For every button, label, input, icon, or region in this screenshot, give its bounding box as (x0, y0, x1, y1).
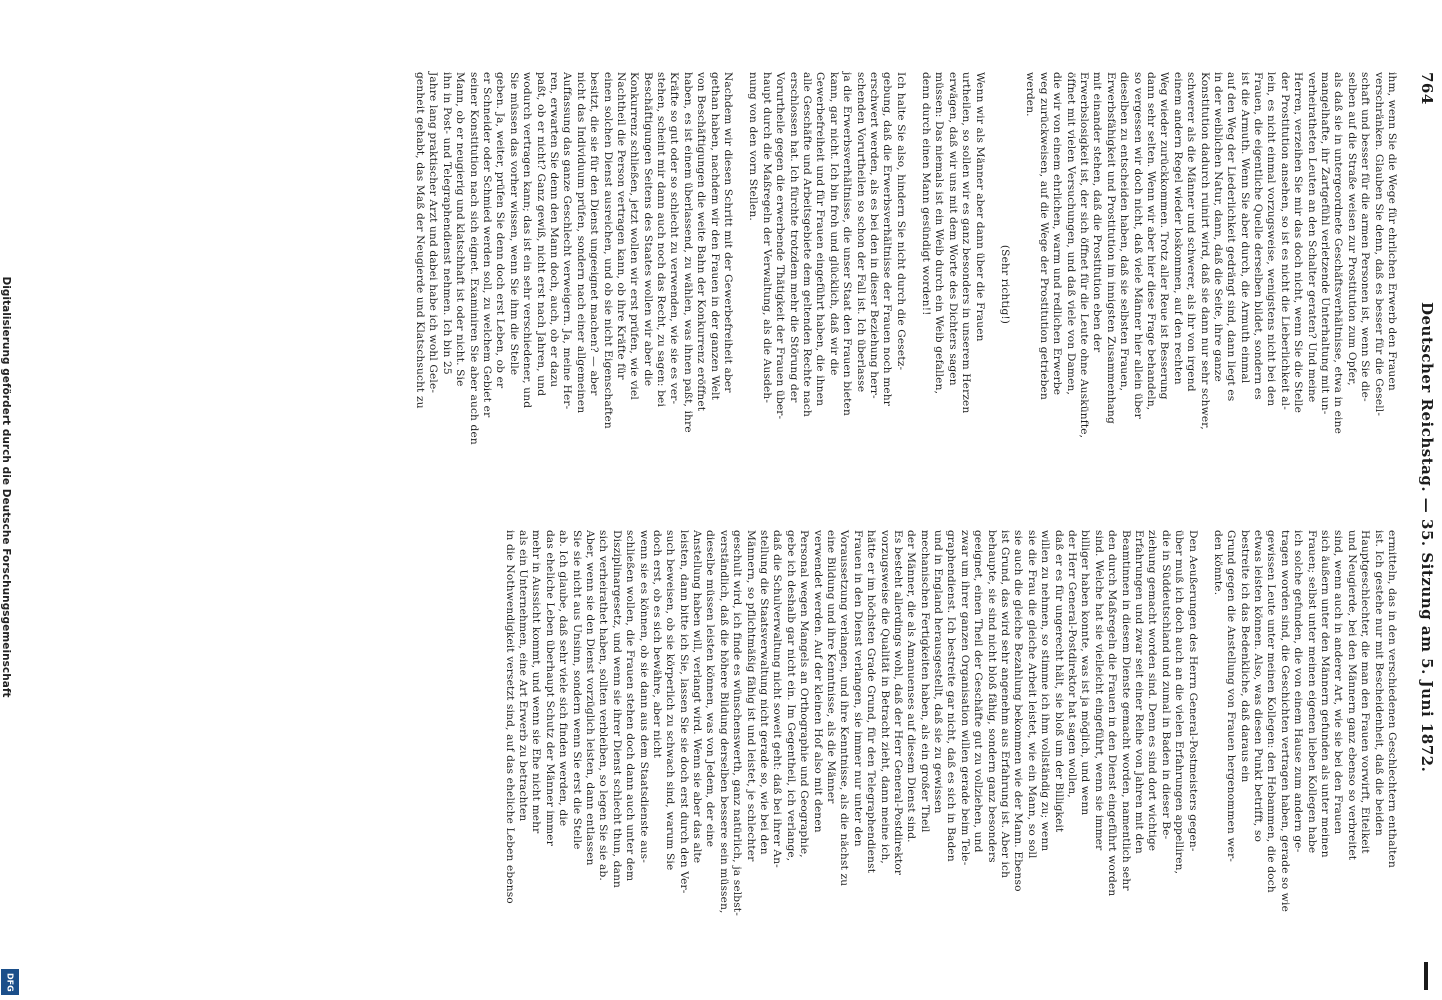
text-line: gebe ich deshalb gar nicht ein. Im Gegentheil, ich verlange, (784, 530, 797, 862)
text-line: sie auch die gleiche Bezahlung bekommen wie der Mann. Ebenso (1012, 530, 1025, 892)
running-title: Deutscher Reichstag. — 35. Sitzung am 5. Juni 1872. (1418, 302, 1436, 773)
text-line: erschwert werden, als es bei den in dieser Beziehung herr- (867, 72, 880, 399)
text-line: ist Grund, das wird sehr angenehm aus Erfahrung ist. Aber ich (999, 530, 1012, 879)
text-line: und Neugierde, bei den Männern ganz ebenso so verbreitet (1345, 530, 1358, 861)
text-line: dann sehr selten. Wenn wir aber hier diese Frage behandeln, (1144, 72, 1157, 411)
text-line: über muß ich doch auch an die vielen Erfahrungen appelliren, (1173, 530, 1186, 875)
text-line: wodurch vertragen kann; das ist ein sehr verschiedener, und (521, 72, 534, 409)
text-line: stehen, scheint mir dann auch noch das Recht, zu sagen: bei (655, 72, 668, 407)
text-line: nung von den vorn Stellen. (747, 72, 760, 221)
text-line: ist die Armuth. Wenn Sie aber durch, die Armuth einmal (1238, 72, 1251, 384)
text-line: Sie müssen das vorher wissen, wenn Sie ihm die Stelle (507, 72, 520, 376)
text-line: werden. (1024, 72, 1037, 117)
text-line: Konkurrenz schließen, jetzt wollen wir erst prüfen, wie viel (628, 72, 641, 400)
text-line: haben, es ist einem überlassend, zu wählen, was ihnen paßt, ihre (681, 72, 694, 433)
text-line: schließen wollen, die Frauen stehen doch dann auch unter dem (624, 530, 637, 882)
text-line: behaupte, sie sind nicht bloß fähig, sondern ganz besonders (985, 530, 998, 863)
text-line: den könnte. (1211, 530, 1224, 596)
text-line: ihn in Post- und Telegraphendienst nehmen. Ich bin 25 (440, 72, 453, 375)
text-line: geben. Ja, weiter, prüfen Sie denn doch erst Leben, ob er (494, 72, 507, 389)
text-line: ist. Ich gestehe nur mit Bescheidenheit, daß die beiden (1372, 530, 1385, 836)
text-line: denn durch einen Mann gesündigt worden!! (920, 72, 933, 316)
text-line: müssen: Das niemals ist ein Weib durch ein Weib gefallen, (933, 72, 946, 395)
text-line: Mann, ob er neugierig und klatschhaft ist oder nicht. Sie (454, 72, 467, 387)
text-line: Es besteht allerdings wohl, daß der Herr General-Postdirektor (891, 530, 904, 876)
text-line: die wir von einem ehrlichen, warm und redlichen Erwerbe (1051, 72, 1064, 396)
text-line: Männern, so pflichtmäßig fähig ist und leistet, je schlechter (744, 530, 757, 862)
text-line: einen solchen Dienst ausreichen, und ob sie nicht Eigenschaften (601, 72, 614, 429)
text-line: Den Aeußerungen des Herrn General-Postmeisters gegen- (1186, 530, 1199, 852)
text-line: Wenn wir als Männer aber dann über die Frauen (973, 72, 986, 342)
text-line: mit einander stehen, daß die Prostitution eben der (1091, 72, 1104, 353)
text-line: Auffassung das ganze Geschlecht verweigern. Ja, meine Her- (561, 72, 574, 410)
text-line: gethan haben, nachdem wir den Frauen in der ganzen Welt (708, 72, 721, 401)
text-line: in die Nothwendigkeit versetzt sind, auf das eheliche Leben ebenso (503, 530, 516, 904)
text-line: Erwerbslosigkeit ist, der sich öffnet für die Leute ohne Auskünfte, (1078, 72, 1091, 439)
paragraph-gap (1199, 530, 1211, 955)
paragraph-gap (1011, 72, 1023, 497)
text-line: dieselben zu entscheiden haben, daß sie selbsten Frauen, (1118, 72, 1131, 392)
text-line: alle Geschäfte und Arbeitsgebiete dem geltenden Rechte nach (800, 72, 813, 417)
text-line: schwerer als die Männer und schwerer, als ihr von irgend (1185, 72, 1198, 392)
text-line: öffnet mit vielen Versuchungen, und daß viele von Damen, (1064, 72, 1077, 396)
text-line: der Männer, die als Amanuenses auf diesem Dienst sind. (905, 530, 918, 843)
text-line: sind. Welche hat sie vielleicht eingeführt, wenn sie immer (1092, 530, 1105, 851)
text-line: Hauptgeschlechter, die man den Frauen vorwirft, Eitelkeit (1359, 530, 1372, 854)
rotated-document-sheet (52, 60, 1442, 980)
text-line: so vergessen wir doch nicht, daß viele Männer hier allein über (1131, 72, 1144, 419)
text-line: zwar um ihrer ganzen Organisation willen gerade beim Tele- (958, 530, 971, 866)
text-line: verschränken. Glauben Sie denn, daß es besser für die Gesell- (1372, 72, 1385, 417)
text-line: auf den Weg der Liederlichkeit gedrängt sind, dann liegt es (1225, 72, 1238, 402)
text-line: Grund gegen die Anstellung von Frauen hergenommen wer- (1225, 530, 1238, 863)
text-line: Aber, wenn sie den Dienst vorzüglich leisten, dann entlassen (583, 530, 596, 866)
text-line: Nachtheil die Person vertragen kann, ob ihre Kräfte für (614, 72, 627, 380)
text-line: besitzt, die sie für den Dienst ungeeignet machen? — aber (588, 72, 601, 396)
text-column-left (68, 72, 1398, 497)
text-line: der Herr General-Postdirektor hat sagen wollen, (1066, 530, 1079, 798)
text-line: mehr in Aussicht kommt, und wenn sie Ehe nicht mehr (530, 530, 543, 834)
text-line: Kräfte so gut oder so schlecht zu verwenden, wie sie es ver- (668, 72, 681, 405)
text-line: von Beschäftigungen die weite Bahn der Konkurrenz eröffnet (695, 72, 708, 412)
text-line: billiger haben konnte, was ist ja möglich, und wenn (1079, 530, 1092, 816)
text-line: ab. Ich glaube, daß sehr viele sich finden werden, die (557, 530, 570, 827)
text-line: ihm, wenn Sie die Wege für ehrlichen Erwerb den Frauen (1386, 72, 1398, 391)
text-line: selben auf die Straße weisen zur Prostitution zum Opfer, (1345, 72, 1358, 386)
paragraph-gap (734, 72, 746, 497)
text-line: gebung, daß die Erwerbsverhältnisse der Frauen noch mehr (881, 72, 894, 407)
text-line: ich solche gefunden, die von einem Hause zum andern ge- (1292, 530, 1305, 853)
text-line: wenn sie es können, ob sie dann aus dem Staatsdienste aus- (637, 530, 650, 863)
text-line: Nachdem wir diesen Schritt mit der Gewerbefreiheit aber (722, 72, 735, 393)
text-line: einem andern Regel wieder loskommen, auf den rechten (1171, 72, 1184, 385)
text-line: den durch Maßregeln die Frauen in den Dienst eingeführt worden (1106, 530, 1119, 897)
text-line: erschlossen hat. Ich fürchte trotzdem mehr die Störung der (787, 72, 800, 403)
text-line: Herren, verzeihen Sie mir das doch nicht, wenn Sie die Stelle (1292, 72, 1305, 414)
text-line: ja die Erwerbsverhältnisse, die unser Staat den Frauen bieten (841, 72, 854, 416)
funding-note: Digitalisierung gefördert durch die Deutsche Forschungsgemeinschaft (0, 276, 12, 698)
text-line: Beschäftigungen Seitens des Staates wollen wir aber die (641, 72, 654, 387)
text-line: Frauen; selbst unter meinen eigenen lieben Kollegen habe (1305, 530, 1318, 854)
text-line: daß die Schulverwaltung nicht soweit geht: daß bei ihrer An- (771, 530, 784, 868)
text-line: stellung die Staatsverwaltung nicht gerade so, wie bei den (758, 530, 771, 855)
text-line: ermitteln, das in den verschiedenen Geschlechtern enthalten (1386, 530, 1398, 868)
page-edge-mark (1424, 962, 1428, 990)
text-line: eine Bildung und ihre Kenntnisse, als die Männer (824, 530, 837, 804)
text-line: mangelhafte, ihr Zartgefühl verletzende Unterhaltung mit un- (1319, 72, 1332, 415)
text-line: verheiratheten Leuten an den Schalter geraten? Und meine (1305, 72, 1318, 403)
text-line: genheit gehabt, das Maß der Neugierde und Klatschsucht zu (414, 72, 427, 409)
text-line: willen zu nehmen, so stimme ich ihm vollständig zu; wenn (1039, 530, 1052, 852)
text-line: schenden Vorurtheilen so schon der Fall ist. Ich überlasse (854, 72, 867, 393)
text-line: Voraussetzung verlangen, und ihre Kenntnisse, als die nächst zu (838, 530, 851, 887)
text-line: Frauen in den Dienst verlangen, sie immer nur unter den (851, 530, 864, 847)
text-line: Jahre lang praktischer Arzt und dabei habe ich wohl Gele- (427, 72, 440, 394)
text-line: als daß sie in untergeordnete Geschäftsverhältnisse, etwa in eine (1332, 72, 1345, 434)
text-line: Sie sie nicht aus Unsinn, sondern wenn Sie erst die Stelle (570, 530, 583, 850)
paragraph-gap (986, 72, 998, 497)
text-line: sie die Frau die gleiche Arbeit leistet, wie ein Mann, so soll (1025, 530, 1038, 859)
text-line: geschult wird, ich finde es wünschenswerth, ganz natürlich, ja selbst- (731, 530, 744, 916)
text-line: lein, es nicht einmal vorzugsweise, wenigstens nicht bei den (1265, 72, 1278, 407)
text-line: Gewerbefreiheit und für Frauen eingeführt haben, die ihnen (814, 72, 827, 407)
text-line: vorzugsweise die Qualität in Betracht zieht, dann meine ich, (878, 530, 891, 864)
text-line: etwas leisten können. Also, was diesen Punkt betrifft, so (1252, 530, 1265, 843)
text-column-right (68, 530, 1398, 955)
text-line: geeignet, einen Theil der Geschäfte gut zu vollziehen, und (972, 530, 985, 853)
text-line: ziehung gemacht worden sind. Denn es sind dort wichtige (1146, 530, 1159, 852)
text-line: such beweisen, ob sie körperlich zu schwach sind, warum Sie (664, 530, 677, 871)
page-header (1406, 72, 1436, 972)
dfg-logo: DFG (1, 969, 19, 995)
text-line: er Schneider oder Schmied werden soll, zu welchem Gebiet er (481, 72, 493, 418)
text-line: Vorurtheile gegen die erwerbende Thätigkeit der Frauen über- (774, 72, 787, 420)
text-line: Personal wegen Mangels an Orthographie und Geographie, (798, 530, 811, 858)
text-line: erwägen, daß wir uns mit dem Worte des Dichters sagen (946, 72, 959, 386)
text-line: Anstellung haben will, verlangt wird. Wenn sie aber das alte (691, 530, 704, 864)
text-line: Disziplinargesetz, und wenn sie ihrer Dienst schlecht thun, dann (610, 530, 623, 889)
paragraph-gap (907, 72, 919, 497)
text-line: und in England herausgestellt, daß sie zu gewissen (932, 530, 945, 814)
text-line: urtheilen, so sollen wir es ganz besonders in unserem Herzen (960, 72, 973, 414)
text-line: leisten, dann bitte ich Sie, lassen Sie sie doch erst durch den Ver- (677, 530, 690, 894)
text-line: doch erst, ob es sich bewähre, aber nicht (650, 530, 663, 759)
text-line: Erwerbsfähigkeit und Prostitution im innigsten Zusammenhang (1104, 72, 1117, 424)
text-line: tragen worden sind, die Geschichten vertragen haben, gerade so wie (1278, 530, 1291, 912)
text-line: Konstitution dadurch ruinirt wird, daß sie dann nur sehr schwer, (1198, 72, 1211, 430)
text-line: dieselbe müssen leisten können, was von Jedem, der eine (704, 530, 717, 848)
text-line: verwendet werden. Auf der kleinen Hof also mit denen (811, 530, 824, 833)
text-line: verständlich, daß die höhere Bildung derselben bessere sein müssen, (717, 530, 730, 914)
text-line: Frauen, die eigentliche Quelle derselben bildet, sondern es (1252, 72, 1265, 400)
text-line: sich äußern unter den Männern gefunden als unter meinen (1319, 530, 1332, 858)
text-line: nicht das Individuum prüfen, sondern nach einer allgemeinen (574, 72, 587, 414)
text-line: daß er es für ungerecht hält, sie bloß um der Billigkeit (1052, 530, 1065, 833)
text-line: Beamtinnen in diesem Dienste gemacht worden, namentlich sehr (1119, 530, 1132, 891)
text-line: paßt, ob er nicht? Ganz gewiß, nicht erst nach Jahren, und (534, 72, 547, 397)
text-line: als ein Unternehmen, eine Art Erwerb zu betrachten (517, 530, 529, 822)
text-line: haupt durch die Maßregeln der Verwaltung, als die Ausdeh- (760, 72, 773, 404)
text-line: die in Süddeutschland und zumal in Baden in dieser Be- (1159, 530, 1172, 840)
text-line: weg zurückweisen, auf die Wege der Prostitution getrieben (1037, 72, 1050, 400)
text-line: Weg wieder zurückkommen. Trotz aller Reue ist Besserung (1158, 72, 1171, 400)
text-line: der Prostitution ansehen, so ist es nicht die Lieberlichkeit al- (1278, 72, 1291, 410)
text-line: graphendienst. Ich bestreite gar nicht, daß es sich in Baden (945, 530, 958, 862)
text-line: hätte er im höchsten Grade Grund, für den Telegraphendienst (865, 530, 878, 874)
text-line: gewissen Leute unter meinen Kollegen: den Hebammen, die doch (1265, 530, 1278, 893)
text-line: sich verheirathet haben, sollten verbleiben, so legen Sie sie ab. (597, 530, 610, 881)
text-line: ren, erwarten Sie denn den Mann doch, auch, ob er dazu (547, 72, 560, 388)
text-line: das eheliche Leben überhaupt Schutz der Männer immer (543, 530, 556, 846)
text-line: (Sehr richtig!) (999, 244, 1012, 325)
text-line: seiner Konstitution nach sich eignet. Examiniren Sie aber auch den (467, 72, 480, 445)
text-line: sind, wenn auch in anderer Art, wie sie bei den Frauen (1332, 530, 1345, 835)
text-line: kann, gar nicht. Ich bin froh und glücklich, daß wir die (827, 72, 840, 376)
text-line: mechanischen Fertigkeiten haben, als ein großer Theil (918, 530, 931, 833)
page-number: 764 (1418, 72, 1436, 105)
text-line: bestreite ich das Bedenkliche, daß daraus ein (1238, 530, 1251, 783)
text-line: Ich halte Sie also, hindern Sie nicht durch die Gesetz- (894, 72, 907, 371)
text-line: schaft und besser für die armen Personen ist, wenn Sie die- (1359, 72, 1372, 402)
text-line: Erfahrungen und zwar seit einer Reihe von Jahren mit den (1132, 530, 1145, 854)
text-line: in der weiblichen Natur, dann, daß die Seite, ihre ganze (1211, 72, 1224, 382)
